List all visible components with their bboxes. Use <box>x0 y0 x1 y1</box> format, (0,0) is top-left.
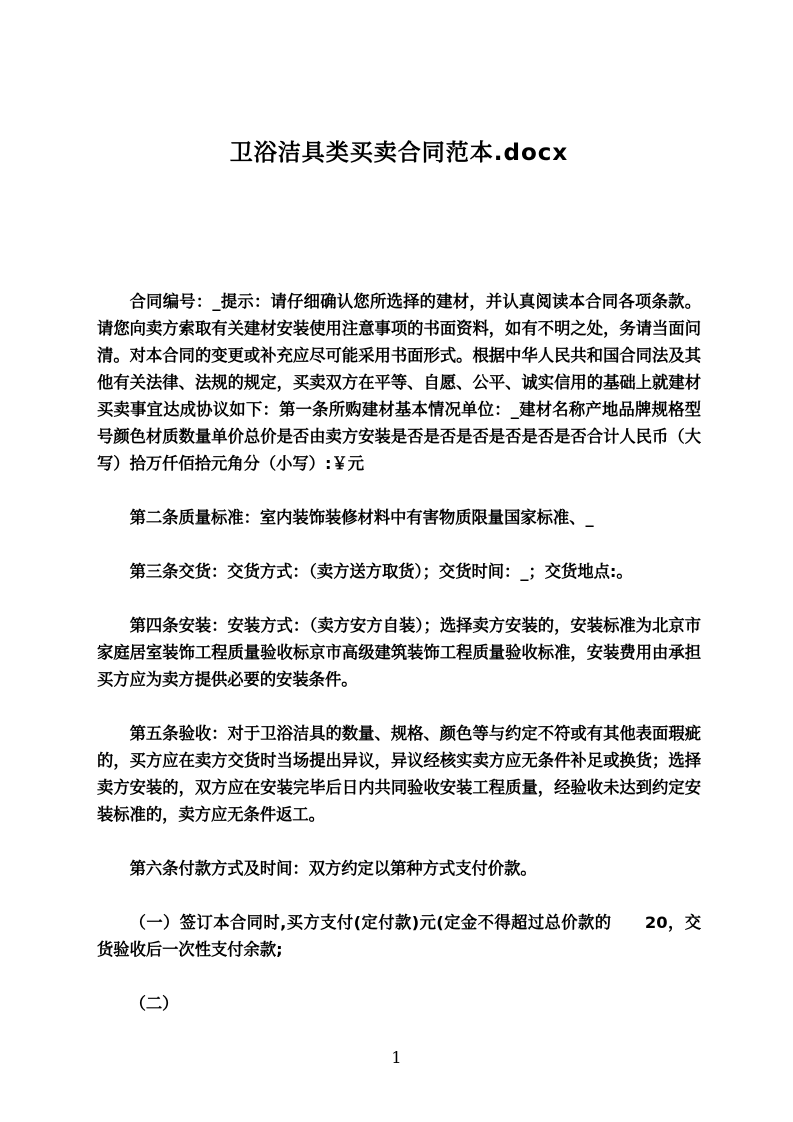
document-body <box>97 288 701 1017</box>
contract-paragraph-payment-item-2: （二） <box>129 994 179 1013</box>
contract-paragraph-intro: 合同编号：_提示：请仔细确认您所选择的建材，并认真阅读本合同各项条款。请您向卖方索取有关建材安装使用注意事项的书面资料，如有不明之处，务请当面问清。对本合同的变更或补充应尽可能采用书面形式。根据中华人民共和国合同法及其他有关法律、法规的规定，买卖双方在平等、自愿、公平、诚实信用的基础上就建材买卖事宜达成协议如下：第一条所购建材基本情况单位：_建材名称产地品牌规格型号颜色材质数量单价总价是否由卖方安装是否是否是否是否是否是否合计人民币（大写）拾万仟佰拾元角分（小写）:￥元 <box>97 292 701 473</box>
contract-paragraph-clause-3: 第三条交货：交货方式：（卖方送方取货）；交货时间：_；交货地点:。 <box>129 562 633 581</box>
document-title: 卫浴洁具类买卖合同范本.docx <box>229 140 569 166</box>
page-number: 1 <box>391 1048 402 1067</box>
contract-paragraph-payment-item-1: （一）签订本合同时,买方支付(定付款)元(定金不得超过总价款的 20，交货验收后一次性支付余款; <box>97 913 701 959</box>
contract-paragraph-clause-5: 第五条验收：对于卫浴洁具的数量、规格、颜色等与约定不符或有其他表面瑕疵的，买方应在卖方交货时当场提出异议，异议经核实卖方应无条件补足或换货；选择卖方安装的，双方应在安装完毕后日内共同验收安装工程质量，经验收未达到约定安装标准的，卖方应无条件返工。 <box>97 724 701 824</box>
contract-paragraph-clause-6: 第六条付款方式及时间：双方约定以第种方式支付价款。 <box>129 859 537 878</box>
contract-paragraph-clause-4: 第四条安装：安装方式：（卖方安方自装）；选择卖方安装的，安装标准为北京市家庭居室装饰工程质量验收标京市高级建筑装饰工程质量验收标准，安装费用由承担买方应为卖方提供必要的安装条件。 <box>97 616 701 689</box>
contract-paragraph-clause-2: 第二条质量标准：室内装饰装修材料中有害物质限量国家标准、_ <box>129 508 594 527</box>
